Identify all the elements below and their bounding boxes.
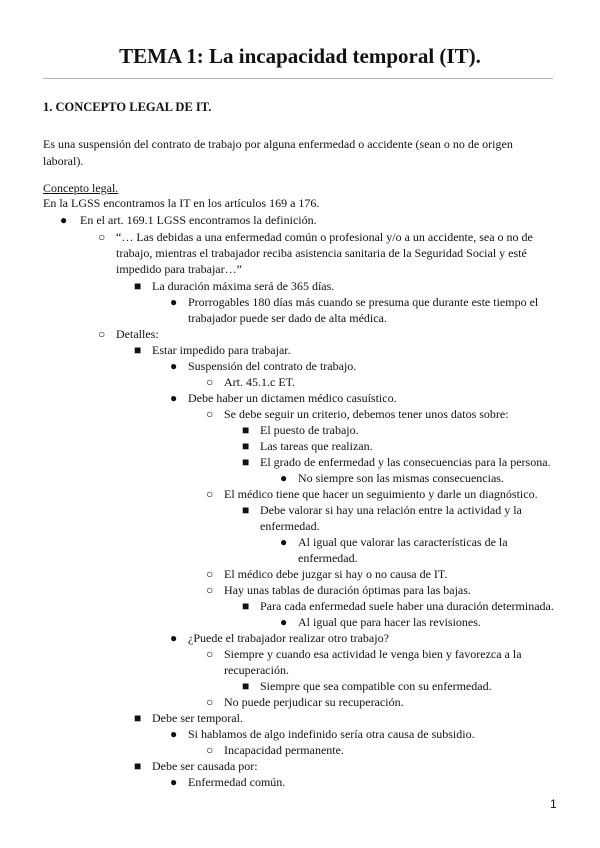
bullet-marker: ○ bbox=[206, 375, 214, 389]
list-item: Incapacidad permanente. bbox=[224, 743, 344, 757]
list-item: Enfermedad común. bbox=[188, 775, 286, 789]
bullet-marker: ■ bbox=[242, 423, 250, 437]
bullet-marker: ○ bbox=[206, 407, 214, 421]
bullet-marker: ○ bbox=[206, 743, 214, 757]
list-item: Siempre y cuando esa actividad le venga bien y favorezca a la recuperación. bbox=[224, 647, 522, 677]
list-item: Debe valorar si hay una relación entre la actividad y la enfermedad. bbox=[260, 503, 522, 533]
list-item: Prorrogables 180 días más cuando se presuma que durante este tiempo el trabajador puede ser dado de alta médica. bbox=[188, 295, 539, 325]
bullet-marker: ● bbox=[170, 295, 178, 309]
list-item: Se debe seguir un criterio, debemos tener unos datos sobre: bbox=[224, 407, 509, 421]
list-item: La duración máxima será de 365 días. bbox=[152, 279, 335, 293]
bullet-marker: ● bbox=[280, 471, 288, 485]
section-heading: 1. CONCEPTO LEGAL DE IT. bbox=[43, 100, 212, 114]
list-item: Para cada enfermedad suele haber una duración determinada. bbox=[260, 599, 554, 613]
bullet-marker: ■ bbox=[242, 439, 250, 453]
bullet-marker: ■ bbox=[134, 343, 142, 357]
document-title: TEMA 1: La incapacidad temporal (IT). bbox=[119, 44, 481, 68]
bullet-marker: ● bbox=[60, 213, 68, 227]
list-item: ¿Puede el trabajador realizar otro trabajo? bbox=[188, 631, 389, 645]
page-number: 1 bbox=[550, 797, 557, 811]
bullet-marker: ● bbox=[170, 775, 178, 789]
bullet-marker: ● bbox=[280, 535, 288, 549]
bullet-marker: ■ bbox=[134, 759, 142, 773]
list-item: Al igual que para hacer las revisiones. bbox=[298, 615, 481, 629]
bullet-marker: ○ bbox=[206, 567, 214, 581]
list-item: Debe ser temporal. bbox=[152, 711, 243, 725]
list-item: “… Las debidas a una enfermedad común o profesional y/o a un accidente, sea o no de trabajo, mientras el trabajador reciba asistencia sanitaria de la Seguridad Social y esté impedido para trabajar…” bbox=[116, 230, 533, 276]
list-item: Hay unas tablas de duración óptimas para las bajas. bbox=[224, 583, 471, 597]
bullet-marker: ○ bbox=[98, 327, 106, 341]
list-item: Si hablamos de algo indefinido sería otra causa de subsidio. bbox=[188, 727, 475, 741]
list-item: El puesto de trabajo. bbox=[260, 423, 359, 437]
list-item: Debe ser causada por: bbox=[152, 759, 258, 773]
bullet-marker: ○ bbox=[98, 230, 106, 244]
list-item: Debe haber un dictamen médico casuístico. bbox=[188, 391, 397, 405]
list-item: Suspensión del contrato de trabajo. bbox=[188, 359, 357, 373]
bullet-marker: ■ bbox=[134, 711, 142, 725]
bullet-marker: ○ bbox=[206, 695, 214, 709]
bullet-marker: ■ bbox=[242, 679, 250, 693]
list-item: Detalles: bbox=[116, 327, 159, 341]
bullet-marker: ○ bbox=[206, 487, 214, 501]
bullet-marker: ● bbox=[170, 359, 178, 373]
subheading-concepto-legal: Concepto legal. bbox=[43, 181, 119, 195]
bullet-marker: ■ bbox=[242, 599, 250, 613]
intro-paragraph: Es una suspensión del contrato de trabajo por alguna enfermedad o accidente (sean o no de origen laboral). bbox=[43, 137, 513, 168]
bullet-marker: ■ bbox=[242, 503, 250, 517]
list-item: No siempre son las mismas consecuencias. bbox=[298, 471, 504, 485]
bullet-marker: ● bbox=[170, 631, 178, 645]
list-item: El grado de enfermedad y las consecuencias para la persona. bbox=[260, 455, 551, 469]
bullet-marker: ● bbox=[280, 615, 288, 629]
list-item: En el art. 169.1 LGSS encontramos la definición. bbox=[80, 213, 317, 227]
title-divider bbox=[43, 78, 553, 79]
lgss-line: En la LGSS encontramos la IT en los artículos 169 a 176. bbox=[43, 196, 320, 210]
list-item: No puede perjudicar su recuperación. bbox=[224, 695, 404, 709]
list-item: Art. 45.1.c ET. bbox=[224, 375, 296, 389]
bullet-marker: ○ bbox=[206, 583, 214, 597]
bullet-marker: ● bbox=[170, 727, 178, 741]
list-item: Las tareas que realizan. bbox=[260, 439, 373, 453]
list-item: El médico debe juzgar si hay o no causa de IT. bbox=[224, 567, 448, 581]
list-item: El médico tiene que hacer un seguimiento y darle un diagnóstico. bbox=[224, 487, 538, 501]
list-item: Estar impedido para trabajar. bbox=[152, 343, 291, 357]
bullet-marker: ■ bbox=[134, 279, 142, 293]
list-item: Siempre que sea compatible con su enfermedad. bbox=[260, 679, 492, 693]
list-item: Al igual que valorar las características de la enfermedad. bbox=[298, 535, 508, 565]
bullet-marker: ○ bbox=[206, 647, 214, 661]
bullet-marker: ■ bbox=[242, 455, 250, 469]
bullet-marker: ● bbox=[170, 391, 178, 405]
